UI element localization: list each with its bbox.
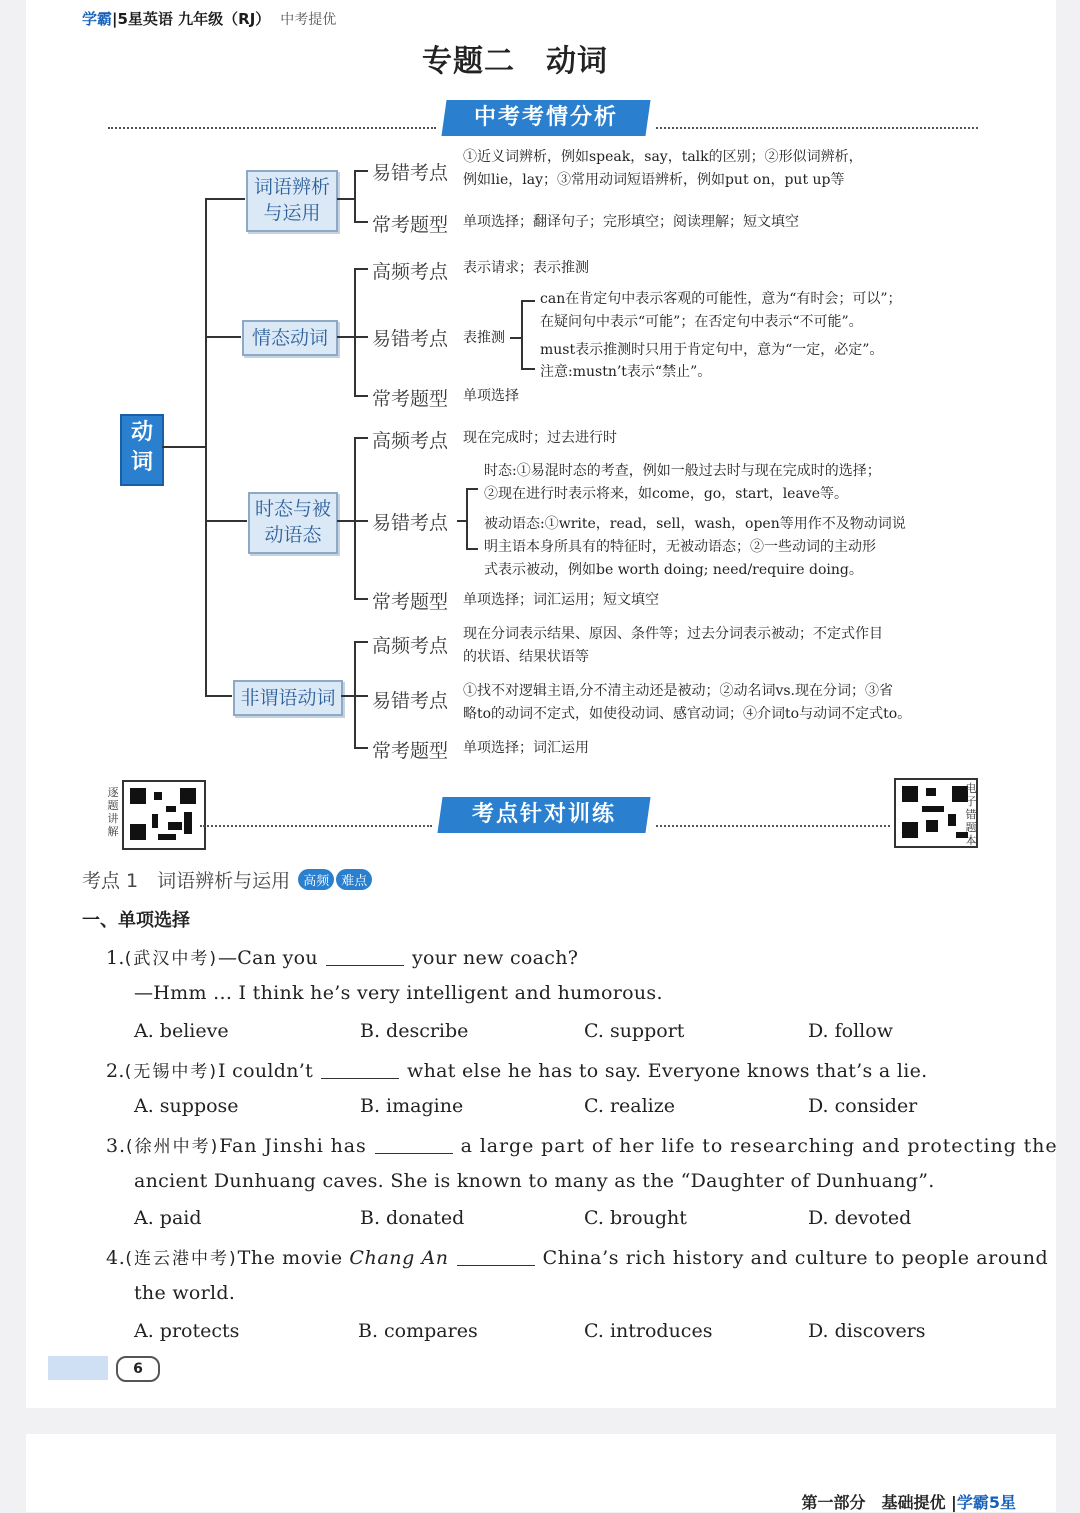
badge-difficult: 难点 [336, 869, 372, 890]
option-c[interactable]: C. introduces [584, 1320, 713, 1342]
training-banner: 考点针对训练 [437, 797, 650, 833]
qr-left-caption: 逐题讲解 [107, 786, 119, 838]
option-b[interactable]: B. describe [360, 1020, 469, 1042]
option-d[interactable]: D. discovers [808, 1320, 926, 1342]
option-b[interactable]: B. imagine [360, 1095, 464, 1117]
brand-logo: 学霸 [82, 10, 113, 28]
mindmap-root: 动词 [120, 414, 164, 486]
option-c[interactable]: C. support [584, 1020, 685, 1042]
badge-high-frequency: 高频 [298, 869, 334, 890]
question-1: 1.(武汉中考)—Can you your new coach? [106, 947, 579, 969]
footer: 第一部分 基础提优 |学霸5星 [801, 1493, 1016, 1512]
analysis-banner: 中考考情分析 [441, 100, 650, 136]
book-subtitle: 中考提优 [280, 12, 337, 28]
answer-blank[interactable] [326, 947, 404, 966]
qr-code-explanations[interactable] [122, 780, 206, 850]
label-question-types: 常考题型 [372, 214, 449, 236]
answer-blank[interactable] [457, 1247, 535, 1266]
option-d[interactable]: D. devoted [808, 1207, 912, 1229]
qr-right-caption: 电子错题本 [965, 782, 977, 847]
question-2: 2.(无锡中考)I couldn’t what else he has to say. Everyone knows that’s a lie. [106, 1060, 928, 1082]
answer-blank[interactable] [321, 1060, 399, 1079]
option-a[interactable]: A. believe [134, 1020, 229, 1042]
section-heading: 考点 1 词语辨析与运用 高频 难点 [82, 866, 372, 893]
page-number: 6 [116, 1356, 160, 1382]
book-header [82, 8, 336, 29]
option-a[interactable]: A. protects [134, 1320, 240, 1342]
category-tense-voice: 时态与被 动语态 [248, 492, 338, 554]
divider-left [108, 127, 436, 129]
option-c[interactable]: C. realize [584, 1095, 676, 1117]
option-b[interactable]: B. donated [360, 1207, 465, 1229]
category-word-usage: 词语辨析 与运用 [246, 170, 338, 232]
option-c[interactable]: C. brought [584, 1207, 687, 1229]
category-nonfinite-verbs: 非谓语动词 [233, 680, 343, 716]
option-b[interactable]: B. compares [358, 1320, 478, 1342]
option-a[interactable]: A. paid [134, 1207, 202, 1229]
category-modal-verbs: 情态动词 [242, 320, 338, 356]
page-tab [48, 1356, 108, 1380]
divider-right [656, 127, 978, 129]
book-series: |5星英语 九年级（RJ） [112, 10, 271, 28]
option-a[interactable]: A. suppose [134, 1095, 239, 1117]
question-4: 4.(连云港中考)The movie Chang An China’s rich history and culture to people around [106, 1247, 1049, 1269]
question-3: 3.(徐州中考)Fan Jinshi has a large part of her life to researching and protecting the [106, 1135, 1058, 1157]
trunk-line [205, 198, 207, 696]
answer-blank[interactable] [375, 1135, 453, 1154]
option-d[interactable]: D. consider [808, 1095, 918, 1117]
page-title: 专题二 动词 [422, 44, 608, 79]
option-d[interactable]: D. follow [808, 1020, 893, 1042]
exercise-type: 一、单项选择 [82, 910, 190, 931]
label-error-points: 易错考点 [372, 162, 449, 184]
